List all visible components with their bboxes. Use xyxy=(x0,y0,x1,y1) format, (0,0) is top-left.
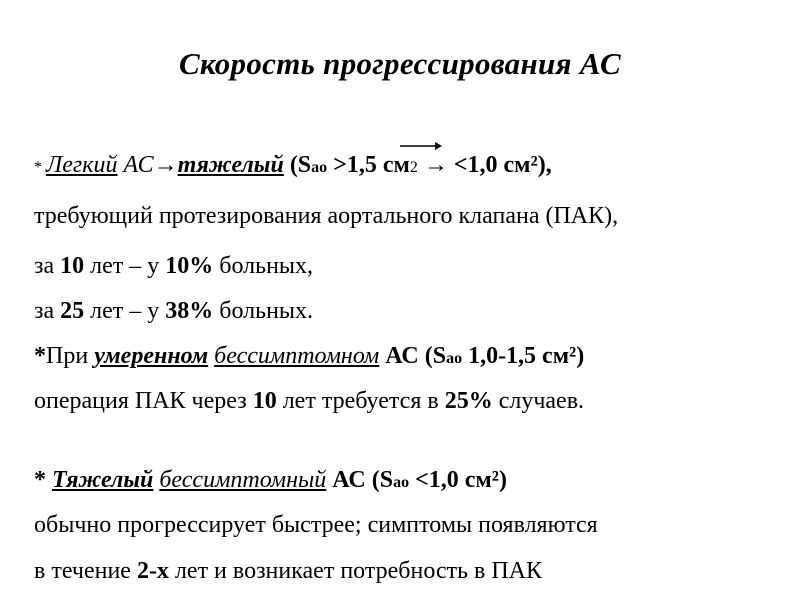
area-range: 1,0-1,5 см²) xyxy=(462,343,585,369)
term-as: АС xyxy=(326,467,366,493)
area-value-from: >1,5 см xyxy=(327,152,410,178)
area-label: (S xyxy=(418,343,447,369)
term-as: АС xyxy=(379,343,419,369)
area-subscript: ao xyxy=(311,159,328,176)
area-threshold: <1,0 см²) xyxy=(409,467,507,493)
text: в течение xyxy=(34,558,137,584)
years-number: 10 xyxy=(60,253,85,279)
text: больных, xyxy=(213,253,314,279)
area-subscript: ao xyxy=(446,350,463,367)
line-within-2-years xyxy=(34,556,542,586)
line-mild-to-severe xyxy=(34,150,552,183)
term-asymptomatic: бессимптомном xyxy=(214,343,380,369)
text: операция ПАК через xyxy=(34,388,253,414)
years-number: 25 xyxy=(60,298,85,324)
text: При xyxy=(46,343,95,369)
percent-value: 25% xyxy=(444,388,493,414)
area-label: (S xyxy=(365,467,394,493)
text: больных. xyxy=(213,298,314,324)
text: лет – у xyxy=(84,253,166,279)
line-requiring-replacement: требующий протезирования аортального клапана (ПАК), xyxy=(34,203,619,229)
bullet: * xyxy=(34,467,52,493)
line-surgery-10-years xyxy=(34,386,584,416)
line-10-years xyxy=(34,251,313,281)
area-subscript: ao xyxy=(393,474,410,491)
area-label: (S xyxy=(283,152,312,178)
percent-value: 38% xyxy=(165,298,214,324)
years-number: 2-х xyxy=(136,558,169,584)
text: лет – у xyxy=(84,298,166,324)
slide-title: Скорость прогрессирования АС xyxy=(178,46,622,81)
line-severe-asymptomatic xyxy=(34,465,507,498)
line-25-years xyxy=(34,296,313,326)
term-mild: Легкий xyxy=(46,152,118,178)
text: лет и возникает потребность в ПАК xyxy=(168,558,543,584)
term-moderate: умеренном xyxy=(94,343,209,369)
percent-value: 10% xyxy=(165,253,214,279)
text: за xyxy=(34,298,61,324)
term-asymptomatic: бессимптомный xyxy=(159,467,327,493)
text: случаев. xyxy=(492,388,585,414)
years-number: 10 xyxy=(252,388,277,414)
bullet: * xyxy=(34,159,46,176)
unit-exponent: 2 xyxy=(409,159,418,176)
bullet: * xyxy=(34,343,46,369)
term-as-arrow: АС→ xyxy=(117,152,178,178)
term-severe: тяжелый xyxy=(177,152,284,178)
text: за xyxy=(34,253,61,279)
line-progresses-faster: обычно прогрессирует быстрее; симптомы появляются xyxy=(34,512,598,538)
area-value-to: → <1,0 см²), xyxy=(417,152,552,178)
text: лет требуется в xyxy=(276,388,445,414)
line-moderate-asymptomatic xyxy=(34,341,584,374)
term-severe: Тяжелый xyxy=(52,467,154,493)
